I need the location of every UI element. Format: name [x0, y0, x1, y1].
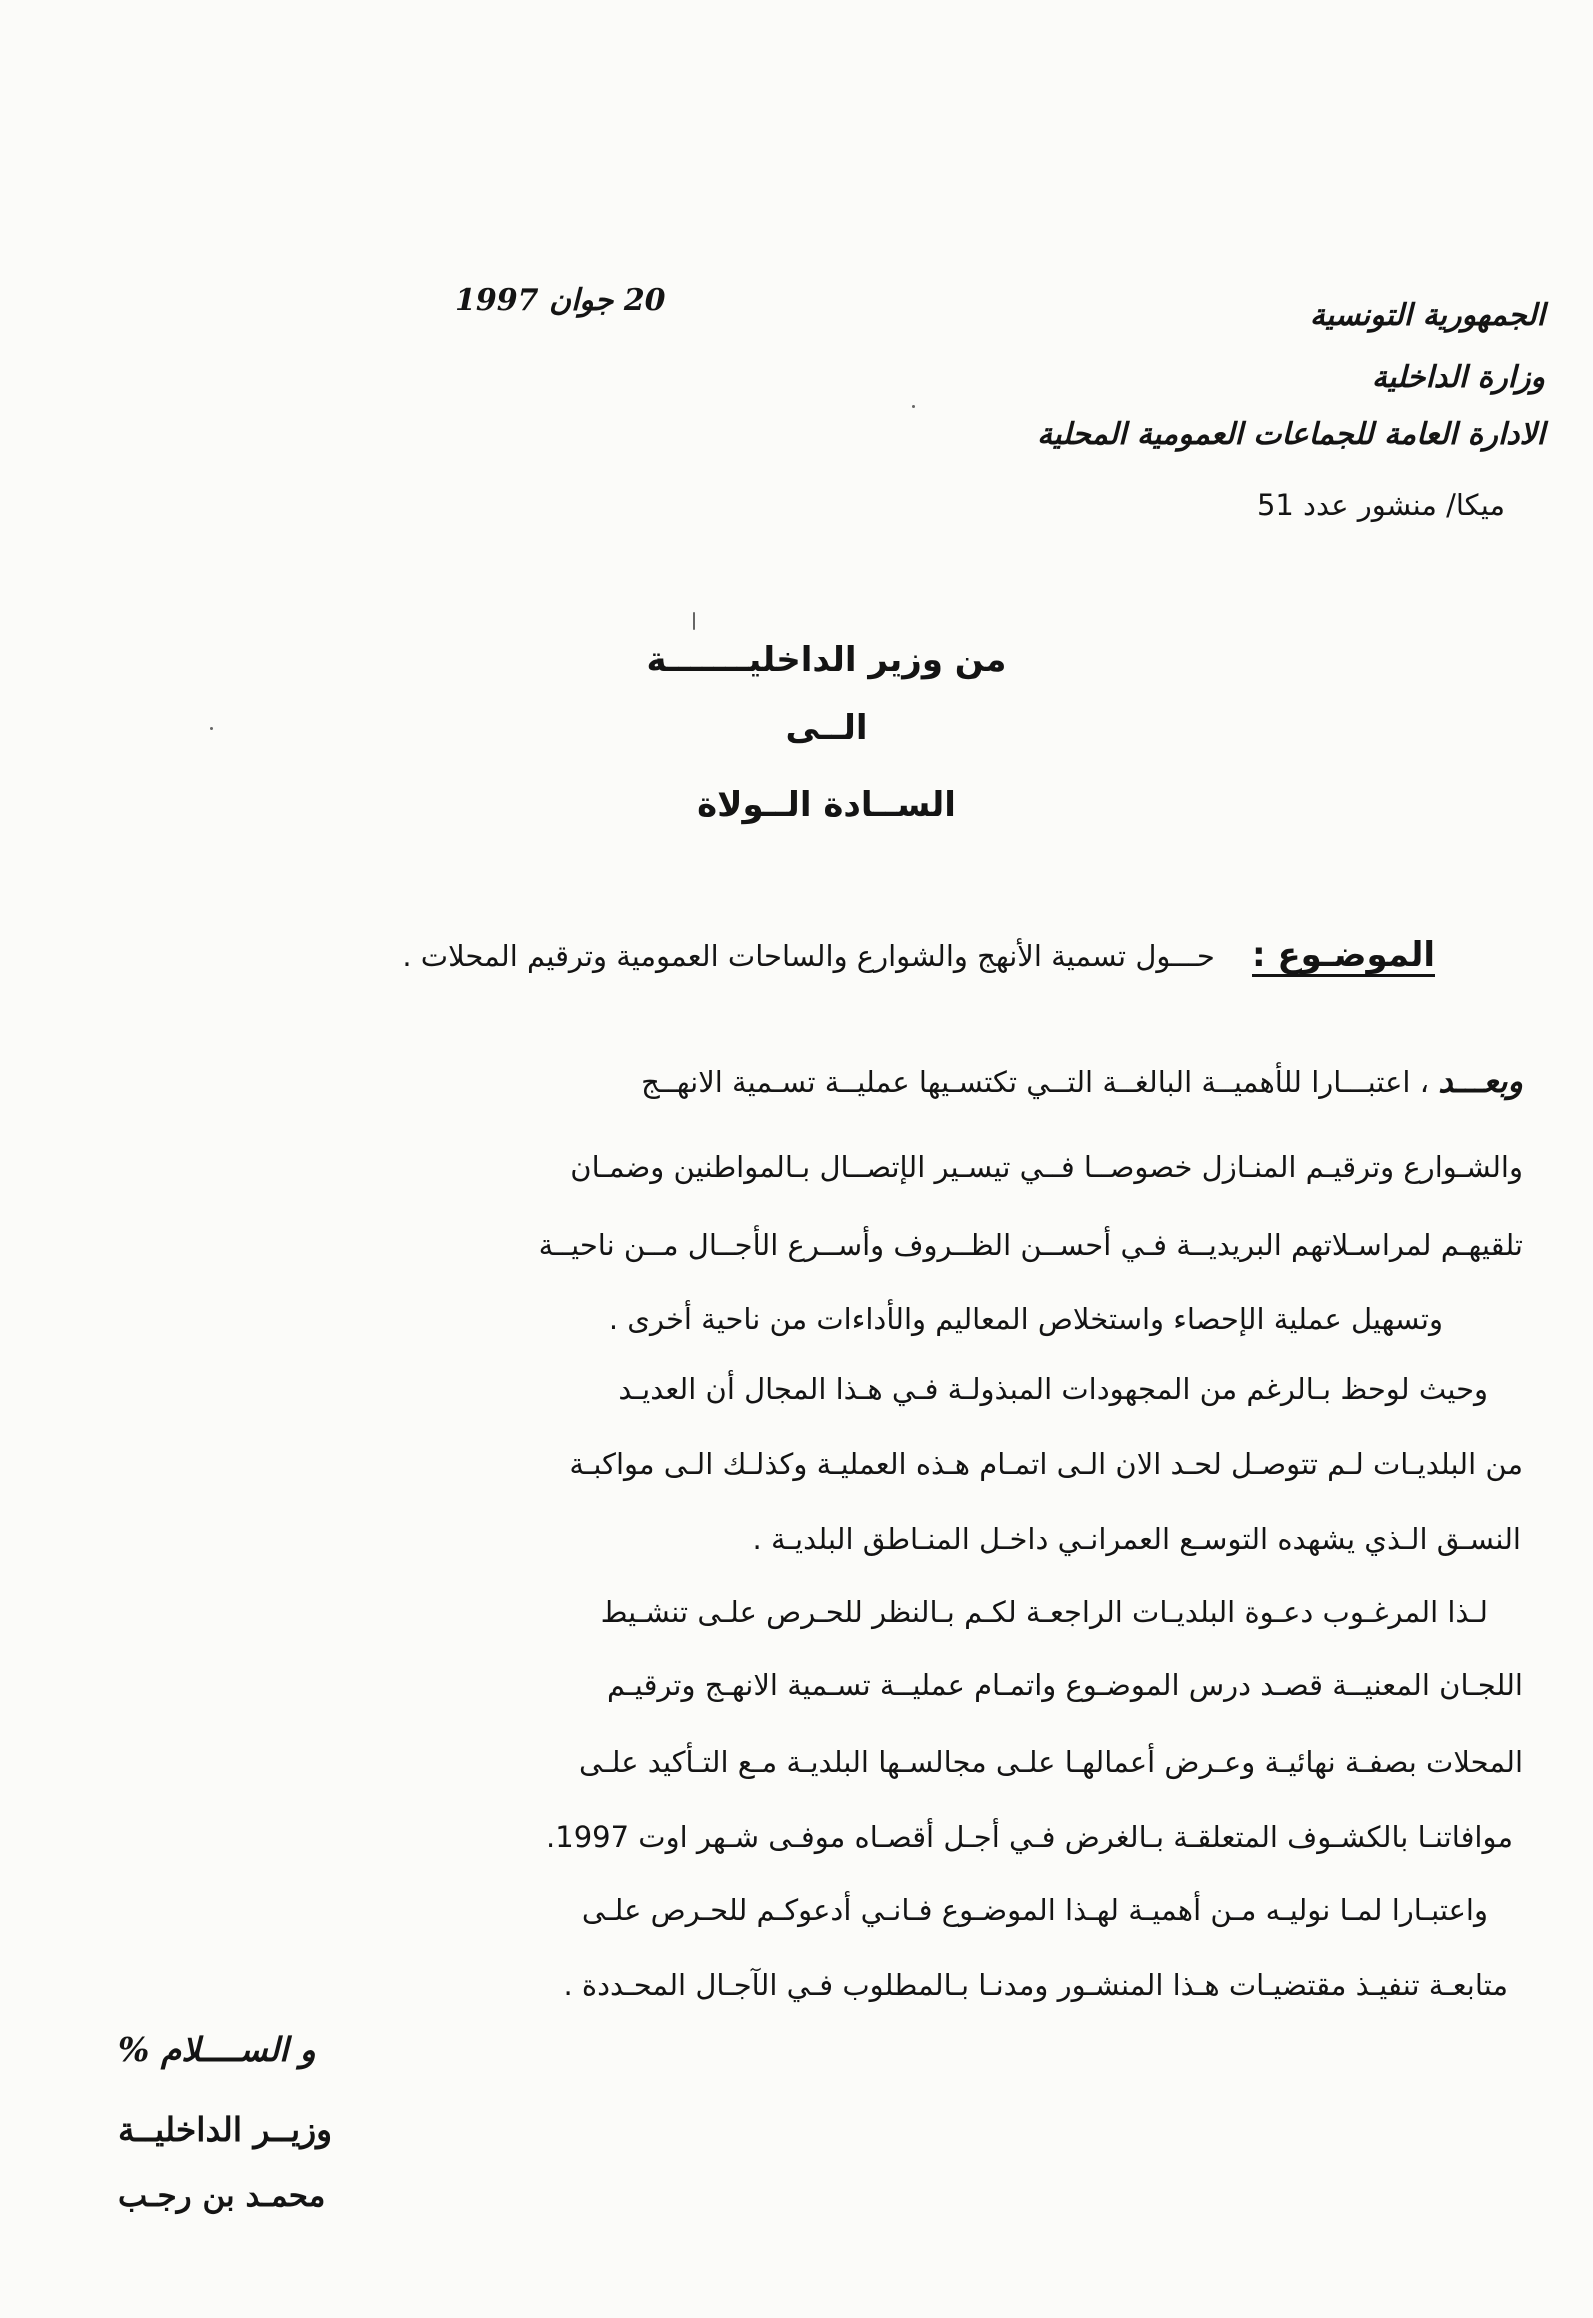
- body-line: من البلديـات لـم تتوصـل لحـد الان الـى اتمـام هـذه العمليـة وكذلـك الـى مواكبـة: [569, 1447, 1523, 1481]
- closing-salutation: و الســــلام %: [118, 2030, 316, 2069]
- scan-speck: [210, 727, 213, 730]
- body-line: النسـق الـذي يشهده التوسـع العمرانـي داخـل المنـاطق البلديـة .: [752, 1522, 1521, 1556]
- subject-row: [402, 935, 1435, 975]
- recipients-line: الســادة الــولاة: [697, 785, 956, 825]
- body-lead-word: وبعـــد: [1438, 1062, 1523, 1100]
- republic-heading: الجمهورية التونسية: [1309, 298, 1545, 333]
- body-line: موافاتنـا بالكشـوف المتعلقـة بـالغرض فـي أجـل أقصـاه موفـى شـهر اوت 1997.: [546, 1820, 1513, 1854]
- body-line: وتسهيل عملية الإحصاء واستخلاص المعاليم والأداءات من ناحية أخرى .: [608, 1302, 1443, 1336]
- body-line: واعتبـارا لمـا نوليـه مـن أهميـة لهـذا الموضـوع فـانـي أدعوكـم للحـرص علـى: [581, 1893, 1488, 1927]
- signatory-name: محمـد بن رجـب: [118, 2178, 326, 2214]
- signatory-title: وزيــر الداخليــة: [118, 2110, 333, 2149]
- to-line: الــى: [785, 708, 868, 748]
- subject-label: الموضـوع :: [1252, 935, 1435, 975]
- body-line: [123, 1062, 1523, 1100]
- scan-speck: [912, 405, 915, 408]
- body-line: لـذا المرغـوب دعـوة البلديـات الراجعـة لكـم بـالنظر للحـرص علـى تنشـيط: [600, 1595, 1488, 1629]
- circular-number: ميكا/ منشور عدد 51: [1256, 488, 1505, 522]
- body-line: والشـوارع وترقيـم المنـازل خصوصــا فــي تيسـير الإتصــال بـالمواطنين وضمـان: [570, 1150, 1523, 1184]
- scan-mark: [693, 612, 695, 630]
- sender-line: من وزير الداخليـــــــة: [646, 640, 1007, 680]
- body-line: متابعـة تنفيـذ مقتضيـات هـذا المنشـور ومدنـا بـالمطلوب فـي الآجـال المحـددة .: [563, 1968, 1508, 2002]
- directorate-heading: الادارة العامة للجماعات العمومية المحلية: [1037, 417, 1545, 452]
- ministry-heading: وزارة الداخلية: [1371, 360, 1545, 395]
- body-line: وحيث لوحظ بـالرغم من المجهودات المبذولـة فـي هـذا المجال أن العديـد: [618, 1372, 1488, 1406]
- body-line: المحلات بصفـة نهائيـة وعـرض أعمالهـا علـى مجالسـها البلديـة مـع التـأكيد علـى: [578, 1745, 1523, 1779]
- body-line-text: ، اعتبـــارا للأهميــة البالغــة التــي تكتسـيها عمليــة تسـمية الانهــج: [641, 1065, 1430, 1099]
- body-line: اللجـان المعنيــة قصـد درس الموضـوع واتمـام عمليــة تسـمية الانهـج وترقيـم: [607, 1668, 1523, 1702]
- subject-text: حـــول تسمية الأنهج والشوارع والساحات العمومية وترقيم المحلات .: [402, 939, 1215, 973]
- letter-date: 20 جوان 1997: [455, 283, 666, 318]
- body-line: تلقيهـم لمراسـلاتهم البريديــة فـي أحســن الظــروف وأســرع الأجــال مــن ناحيــة: [538, 1228, 1523, 1262]
